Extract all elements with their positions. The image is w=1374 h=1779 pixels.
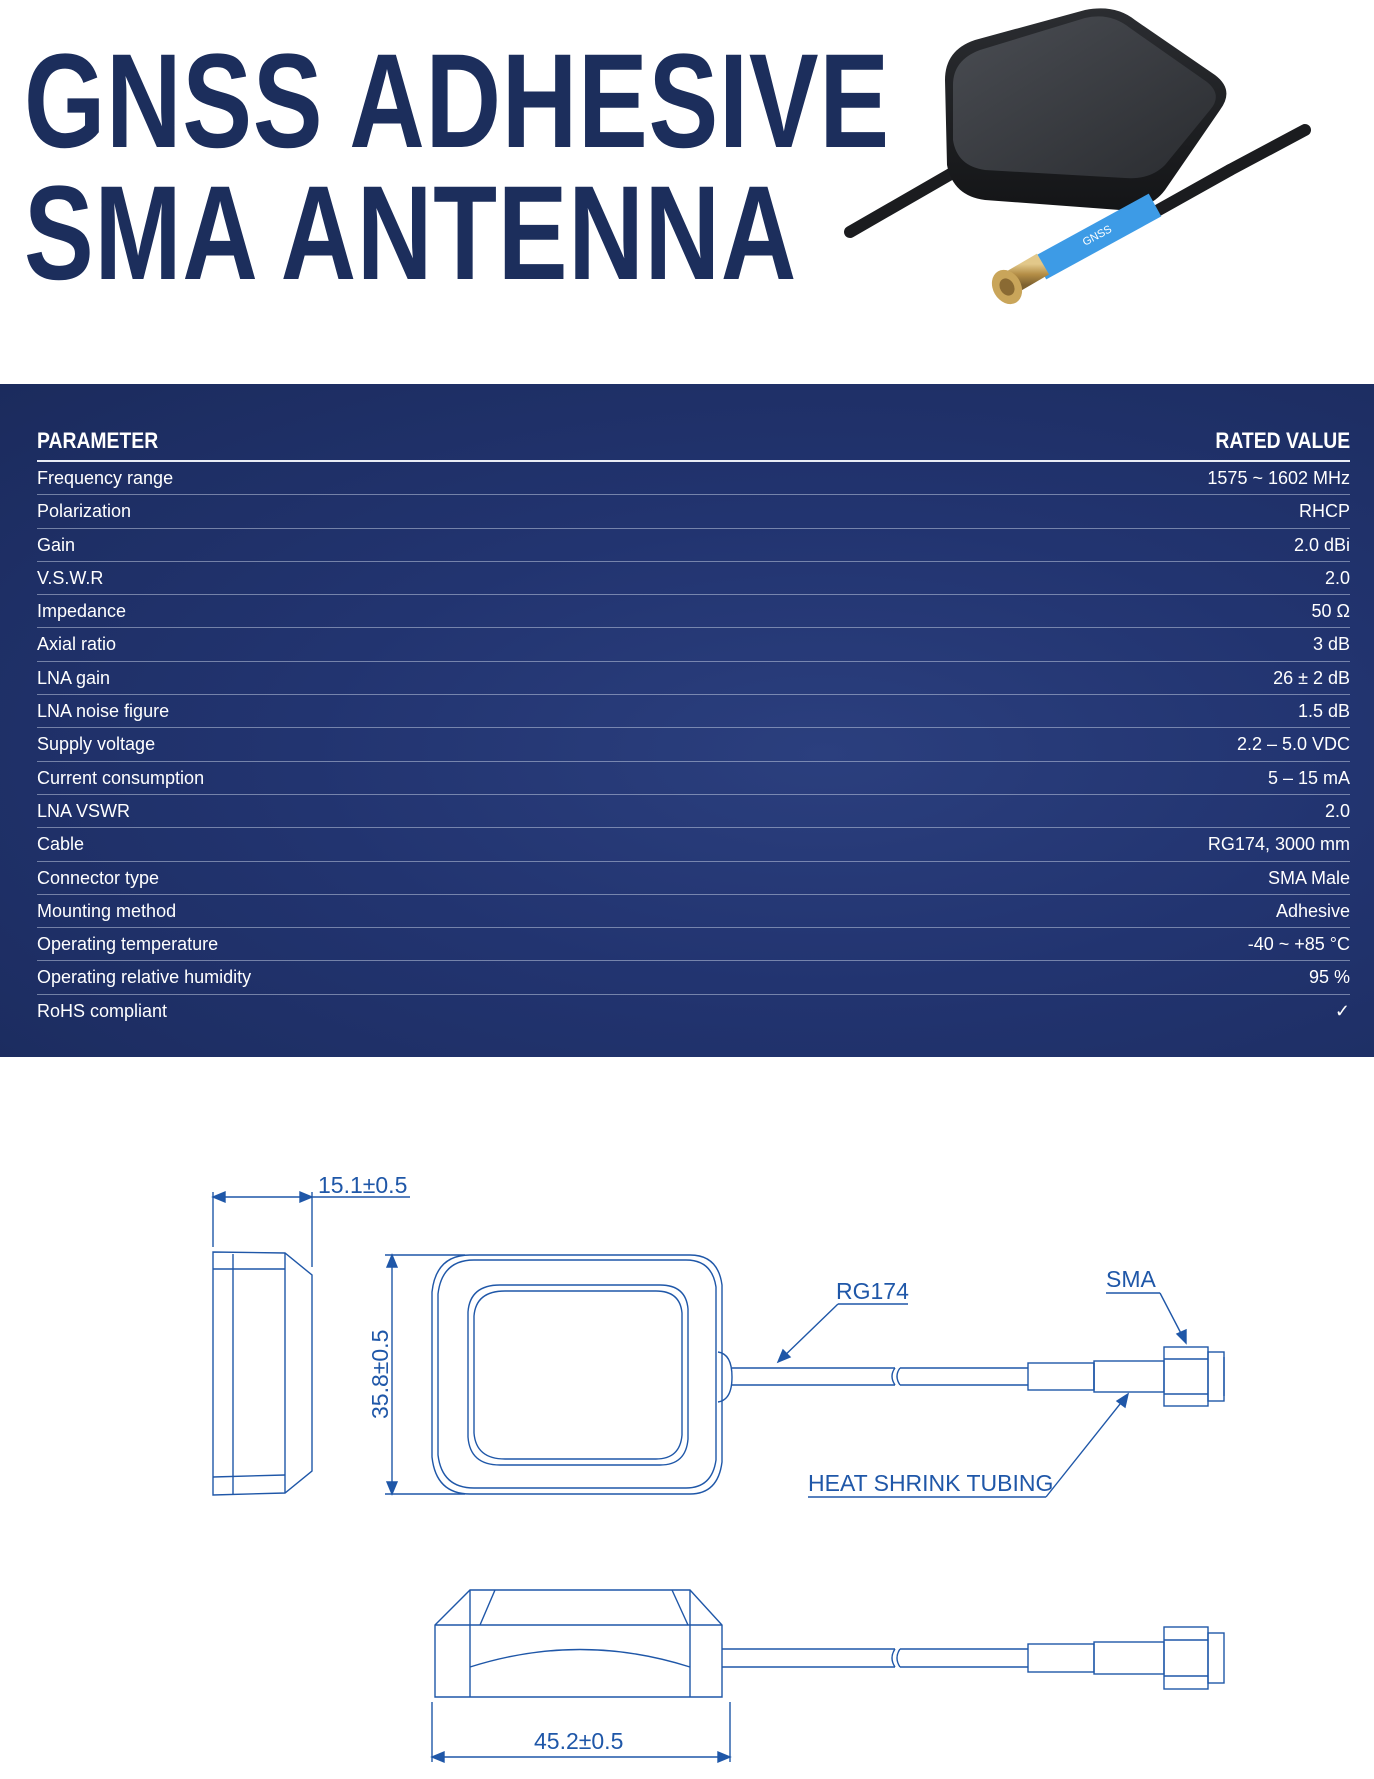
table-row	[37, 529, 1350, 562]
parameter-cell: Axial ratio	[37, 634, 117, 655]
value-cell: 95 %	[1308, 967, 1350, 988]
value-cell: Adhesive	[1275, 900, 1350, 921]
value-cell: 2.2 – 5.0 VDC	[1236, 734, 1350, 755]
value-cell: 2.0 dBi	[1293, 534, 1350, 555]
table-header	[37, 426, 1350, 462]
parameter-cell: Connector type	[37, 867, 160, 888]
table-body	[37, 462, 1350, 1027]
label-connector: SMA	[1106, 1266, 1156, 1292]
title-line-2: SMA ANTENNA	[24, 159, 798, 308]
front-view	[432, 1590, 1224, 1762]
parameter-cell: Operating temperature	[37, 934, 219, 955]
header-parameter: PARAMETER	[37, 428, 159, 453]
table-row	[37, 795, 1350, 828]
technical-drawing	[0, 1057, 1374, 1774]
dim-length: 45.2±0.5	[534, 1728, 624, 1754]
table-row	[37, 895, 1350, 928]
value-cell: SMA Male	[1267, 867, 1350, 888]
table-row	[37, 562, 1350, 595]
table-row	[37, 628, 1350, 661]
value-cell: -40 ~ +85 °C	[1247, 934, 1350, 955]
label-cable: RG174	[836, 1278, 909, 1304]
value-cell: 1575 ~ 1602 MHz	[1207, 468, 1350, 488]
value-cell: RHCP	[1298, 501, 1350, 522]
specifications-table	[0, 384, 1374, 1057]
parameter-cell: Polarization	[37, 501, 132, 522]
parameter-cell: Mounting method	[37, 900, 177, 921]
table-row	[37, 595, 1350, 628]
parameter-cell: Gain	[37, 534, 76, 555]
table-row	[37, 928, 1350, 961]
value-cell: ✓	[1334, 1000, 1350, 1021]
parameter-cell: Frequency range	[37, 468, 174, 488]
value-cell: 5 – 15 mA	[1267, 767, 1350, 788]
value-cell: 1.5 dB	[1297, 701, 1350, 722]
page-title	[24, 27, 890, 308]
parameter-cell: Current consumption	[37, 767, 205, 788]
value-cell: 2.0	[1324, 800, 1350, 821]
table-row	[37, 728, 1350, 761]
table-row	[37, 961, 1350, 994]
value-cell: 2.0	[1324, 567, 1350, 588]
dim-width: 35.8±0.5	[367, 1329, 393, 1419]
antenna-photo	[835, 0, 1315, 340]
title-line-1: GNSS ADHESIVE	[24, 27, 890, 176]
table-row	[37, 495, 1350, 528]
table-row	[37, 762, 1350, 795]
dim-height: 15.1±0.5	[318, 1172, 408, 1198]
table-row	[37, 695, 1350, 728]
parameter-cell: LNA gain	[37, 667, 111, 688]
table-row	[37, 995, 1350, 1027]
parameter-cell: LNA VSWR	[37, 800, 131, 821]
value-cell: RG174, 3000 mm	[1207, 834, 1350, 855]
value-cell: 26 ± 2 dB	[1273, 667, 1350, 688]
table-row	[37, 462, 1350, 495]
tube-label: GNSS	[1080, 223, 1114, 249]
parameter-cell: Impedance	[37, 601, 127, 622]
parameter-cell: Operating relative humidity	[37, 967, 252, 988]
label-tubing: HEAT SHRINK TUBING	[808, 1470, 1054, 1496]
top-view	[367, 1255, 1224, 1497]
value-cell: 50 Ω	[1311, 601, 1350, 622]
table-row	[37, 862, 1350, 895]
parameter-cell: V.S.W.R	[37, 567, 104, 588]
table-row	[37, 662, 1350, 695]
parameter-cell: Cable	[37, 834, 85, 855]
header-rated-value: RATED VALUE	[1215, 428, 1350, 453]
parameter-cell: LNA noise figure	[37, 701, 170, 722]
parameter-cell: Supply voltage	[37, 734, 156, 755]
value-cell: 3 dB	[1312, 634, 1350, 655]
table-row	[37, 828, 1350, 861]
parameter-cell: RoHS compliant	[37, 1000, 168, 1021]
